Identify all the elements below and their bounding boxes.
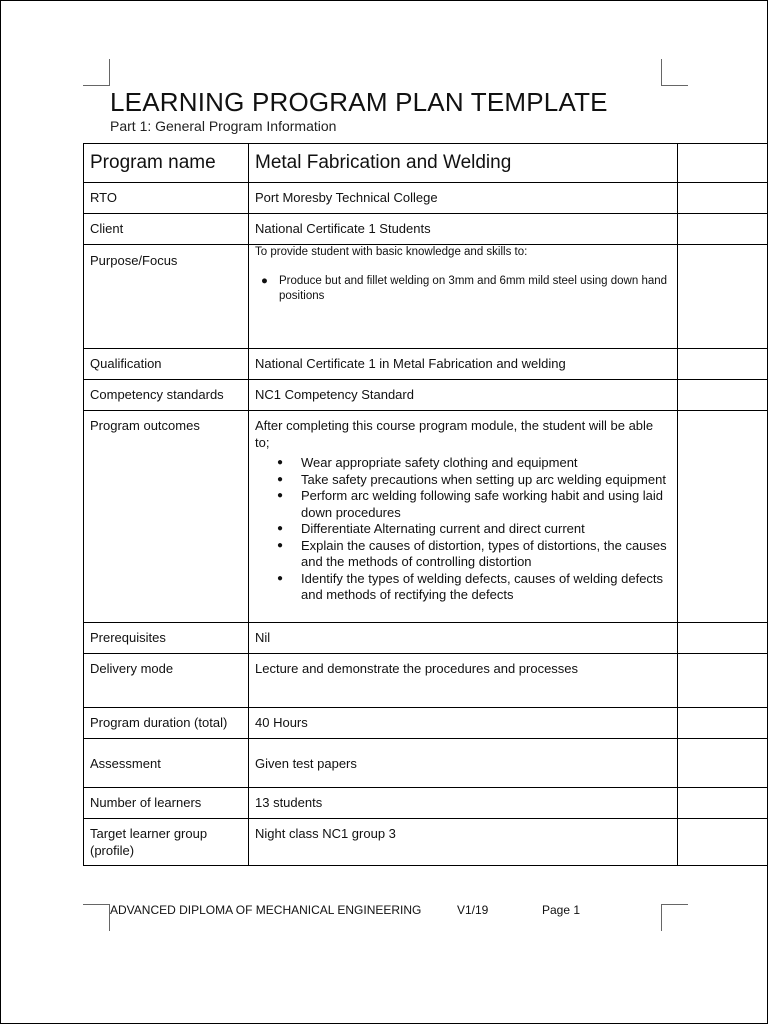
prerequisites-label: Prerequisites: [84, 623, 249, 654]
empty-cell: [678, 708, 768, 739]
crop-mark-bottom-left: [83, 904, 110, 931]
prerequisites-value: Nil: [249, 623, 678, 654]
target-value: Night class NC1 group 3: [249, 819, 678, 866]
outcomes-list: [277, 455, 671, 604]
document-subtitle: Part 1: General Program Information: [110, 118, 337, 134]
purpose-list: [261, 274, 671, 304]
duration-value: 40 Hours: [249, 708, 678, 739]
table-row-duration: [84, 708, 768, 739]
bullet-icon: ●: [277, 523, 284, 534]
qualification-label: Qualification: [84, 349, 249, 380]
empty-cell: [678, 245, 768, 349]
program-name-value: Metal Fabrication and Welding: [249, 144, 678, 183]
empty-cell: [678, 144, 768, 183]
bullet-icon: ●: [277, 539, 284, 551]
crop-mark-bottom-right: [661, 904, 688, 931]
program-info-table: [83, 143, 768, 866]
rto-label: RTO: [84, 183, 249, 214]
client-value: National Certificate 1 Students: [249, 214, 678, 245]
purpose-value: [249, 245, 678, 349]
bullet-icon: ●: [277, 457, 284, 468]
competency-label: Competency standards: [84, 380, 249, 411]
table-row-outcomes: [84, 411, 768, 623]
qualification-value: National Certificate 1 in Metal Fabrication and welding: [249, 349, 678, 380]
footer-course: ADVANCED DIPLOMA OF MECHANICAL ENGINEERING: [110, 903, 422, 917]
bullet-icon: ●: [277, 473, 284, 485]
assessment-value: Given test papers: [249, 739, 678, 788]
learners-label: Number of learners: [84, 788, 249, 819]
footer-page-number: Page 1: [542, 903, 581, 917]
list-item: ● Identify the types of welding defects, causes of welding defects and methods of rectifying the defects: [277, 570, 664, 602]
table-row-client: [84, 214, 768, 245]
list-item: ● Wear appropriate safety clothing and equipment: [277, 455, 578, 470]
table-row-target: [84, 819, 768, 866]
document-title: LEARNING PROGRAM PLAN TEMPLATE: [110, 87, 608, 117]
delivery-label: Delivery mode: [84, 654, 249, 708]
table-row-prerequisites: [84, 623, 768, 654]
empty-cell: [678, 411, 768, 623]
footer-version: V1/19: [457, 903, 489, 917]
competency-value: NC1 Competency Standard: [249, 380, 678, 411]
table-row-purpose: [84, 245, 768, 349]
empty-cell: [678, 788, 768, 819]
purpose-intro: To provide student with basic knowledge and skills to:: [255, 246, 528, 258]
list-item: ● Explain the causes of distortion, types of distortions, the causes and the methods of controlling distortion: [277, 537, 667, 569]
duration-label: Program duration (total): [84, 708, 249, 739]
empty-cell: [678, 380, 768, 411]
outcomes-intro: After completing this course program module, the student will be able to;: [255, 418, 654, 450]
bullet-icon: ●: [261, 275, 268, 287]
empty-cell: [678, 183, 768, 214]
bullet-icon: ●: [277, 572, 284, 584]
empty-cell: [678, 214, 768, 245]
target-label: Target learner group (profile): [84, 819, 249, 866]
empty-cell: [678, 739, 768, 788]
empty-cell: [678, 349, 768, 380]
learners-value: 13 students: [249, 788, 678, 819]
delivery-value: Lecture and demonstrate the procedures and processes: [249, 654, 678, 708]
crop-mark-top-right: [661, 59, 688, 86]
table-row-rto: [84, 183, 768, 214]
table-row-delivery: [84, 654, 768, 708]
table-row-program-name: [84, 144, 768, 183]
table-row-competency: [84, 380, 768, 411]
list-item: ● Take safety precautions when setting up arc welding equipment: [277, 471, 666, 487]
program-name-label: Program name: [84, 144, 249, 183]
crop-mark-top-left: [83, 59, 110, 86]
outcomes-value: [249, 411, 678, 623]
purpose-label: Purpose/Focus: [84, 245, 249, 349]
rto-value: Port Moresby Technical College: [249, 183, 678, 214]
empty-cell: [678, 623, 768, 654]
assessment-label: Assessment: [84, 739, 249, 788]
table-row-learners: [84, 788, 768, 819]
list-item: ● Perform arc welding following safe working habit and using laid down procedures: [277, 488, 664, 520]
client-label: Client: [84, 214, 249, 245]
bullet-icon: ●: [277, 490, 284, 501]
outcomes-label: Program outcomes: [84, 411, 249, 623]
list-item: ● Differentiate Alternating current and direct current: [277, 521, 585, 536]
list-item: ● Produce but and fillet welding on 3mm and 6mm mild steel using down hand positions: [261, 275, 668, 302]
table-row-qualification: [84, 349, 768, 380]
empty-cell: [678, 654, 768, 708]
empty-cell: [678, 819, 768, 866]
table-row-assessment: [84, 739, 768, 788]
